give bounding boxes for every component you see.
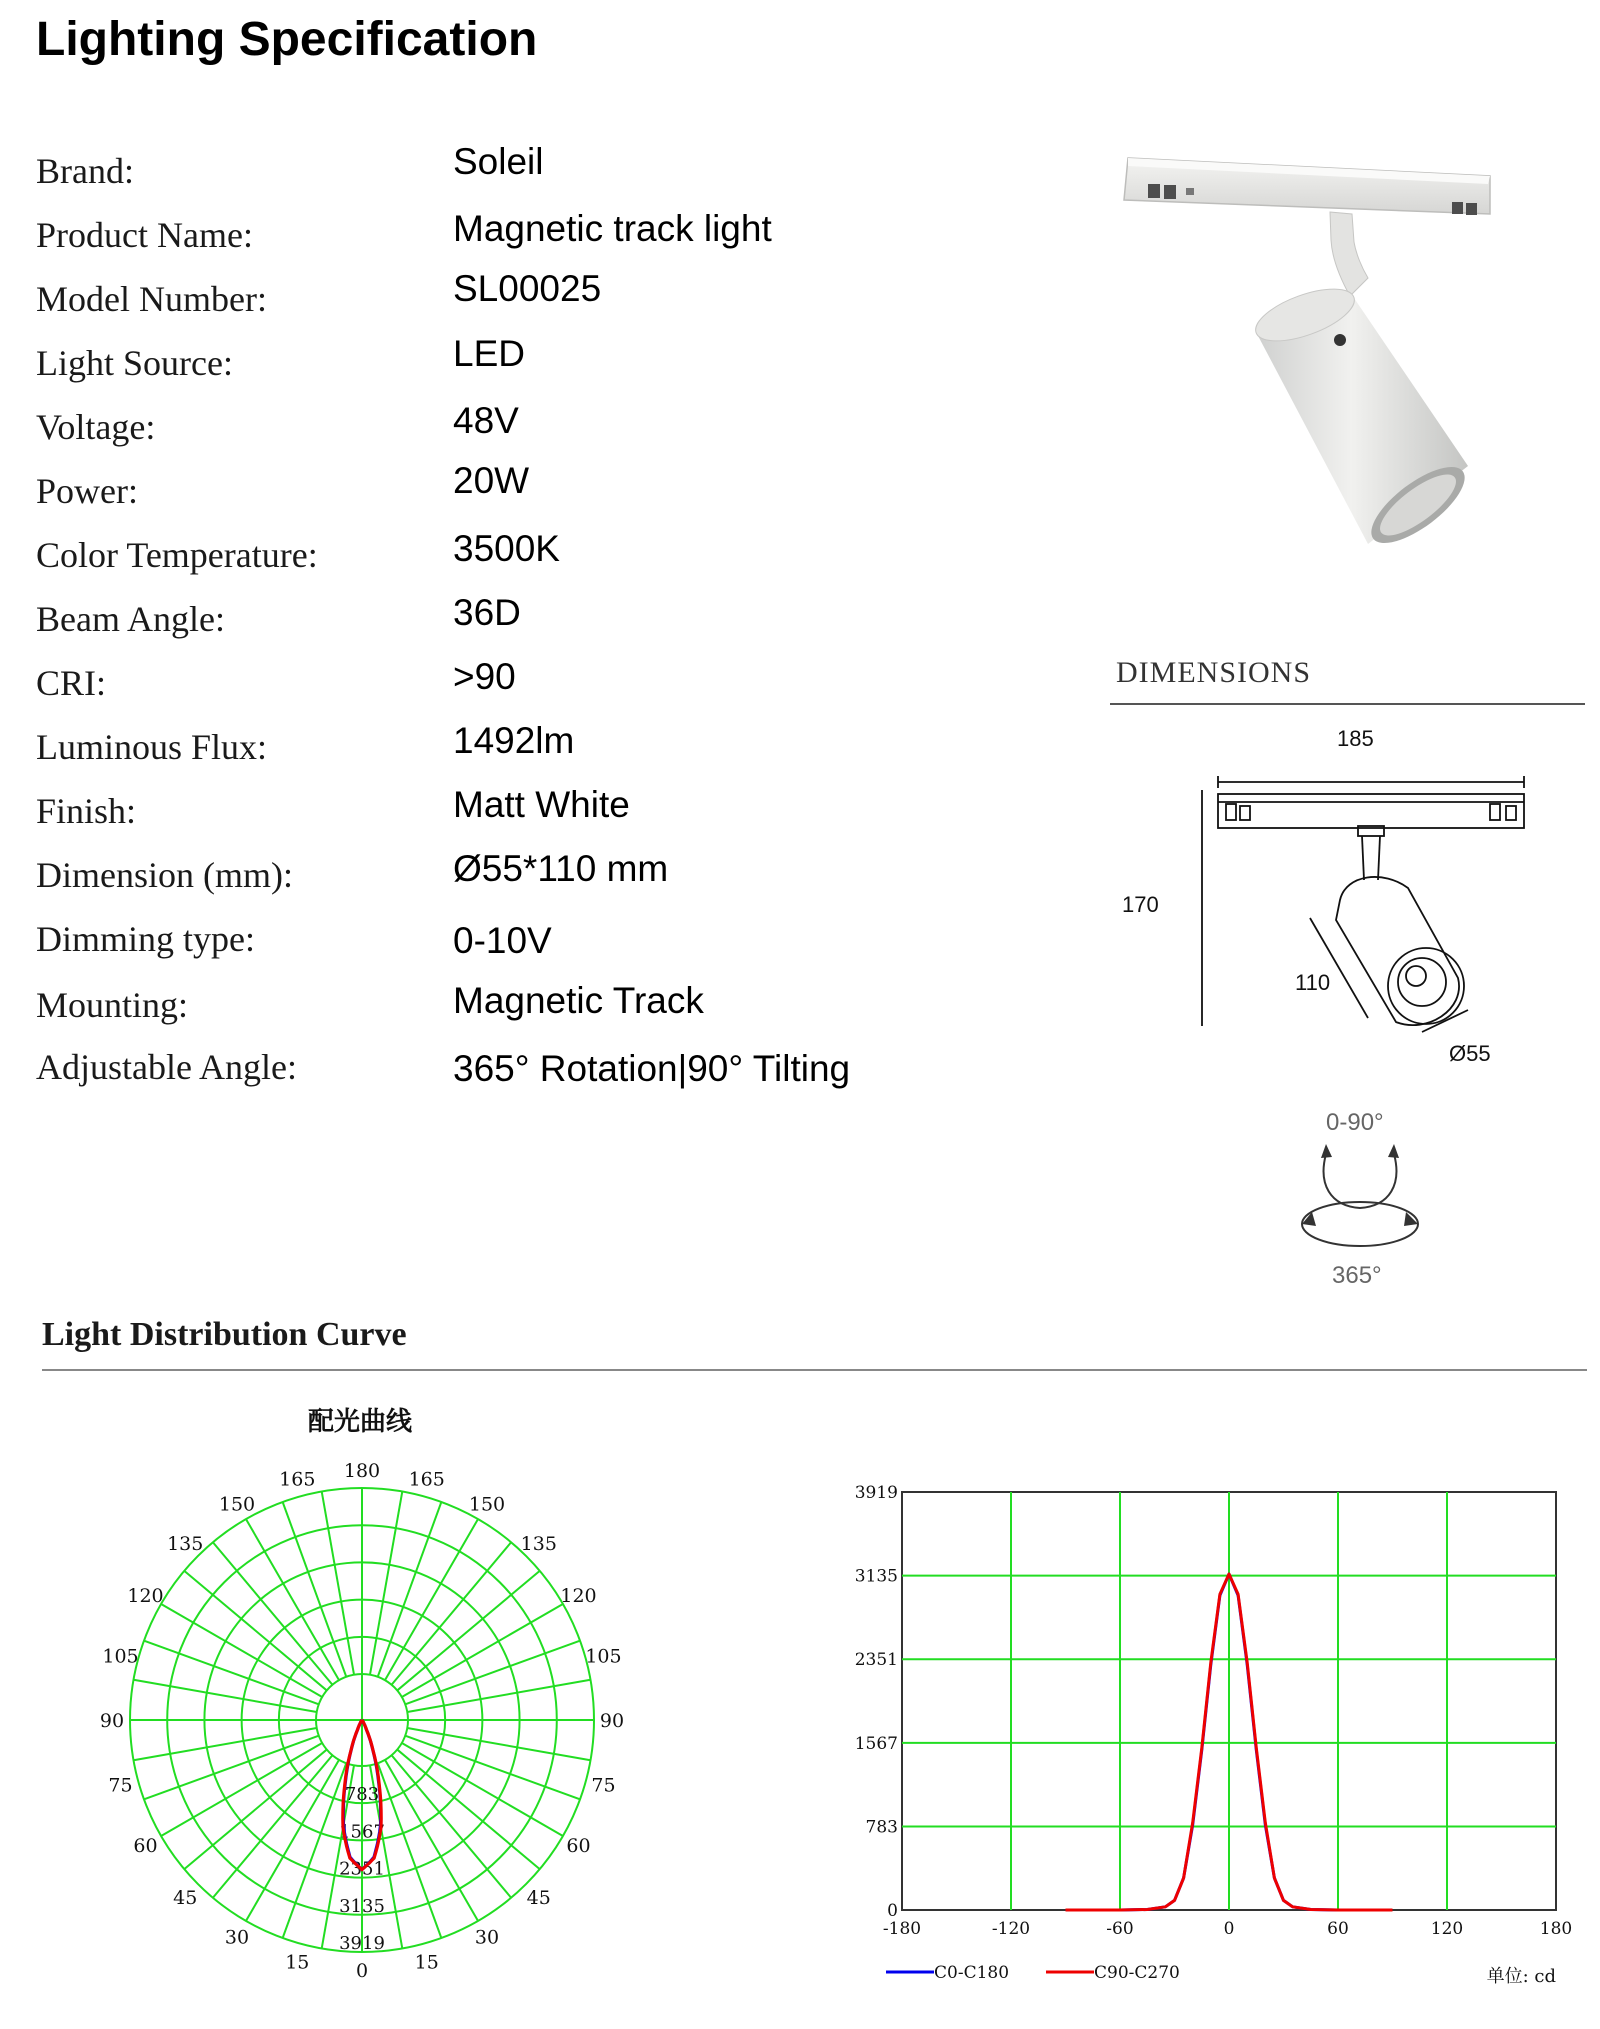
- dimension-height: 170: [1122, 892, 1159, 917]
- line-chart-xtick: 60: [1327, 1919, 1349, 1939]
- spec-label-light-source: Light Source:: [36, 343, 233, 383]
- polar-angle-label: 120: [127, 1585, 164, 1607]
- spec-label-adjustable-angle: Adjustable Angle:: [36, 1047, 297, 1087]
- polar-chart: [0, 1440, 720, 2000]
- line-chart-ytick: 3919: [854, 1483, 898, 1503]
- polar-angle-label: 45: [173, 1886, 198, 1909]
- polar-radial-label: 783: [344, 1784, 380, 1806]
- spec-label-mounting: Mounting:: [36, 985, 189, 1025]
- line-chart-ytick: 0: [887, 1901, 898, 1921]
- section-divider: [42, 1369, 1587, 1371]
- spec-label-dimension: Dimension (mm):: [36, 855, 293, 895]
- polar-angle-label: 105: [585, 1645, 622, 1668]
- polar-radial-label: 1567: [339, 1821, 385, 1843]
- legend-label-c0-c180: C0-C180: [934, 1963, 1010, 1983]
- spec-value-dimming-type: 0-10V: [453, 920, 552, 961]
- line-chart: [840, 1480, 1600, 2000]
- spec-value-adjustable-angle: 365° Rotation|90° Tilting: [453, 1048, 851, 1089]
- product-image: [1100, 150, 1510, 590]
- polar-angle-label: 105: [102, 1645, 139, 1668]
- dimensions-divider: [1110, 703, 1585, 705]
- rotation-icon: [1290, 1140, 1430, 1260]
- polar-spoke: [407, 1728, 590, 1760]
- spec-label-dimming-type: Dimming type:: [36, 919, 255, 959]
- line-chart-xtick: 0: [1223, 1919, 1235, 1939]
- line-chart-xtick: 120: [1430, 1919, 1464, 1939]
- polar-angle-label: 75: [591, 1774, 616, 1797]
- spec-label-power: Power:: [36, 471, 138, 511]
- polar-angle-label: 135: [520, 1533, 557, 1556]
- line-chart-xtick: -60: [1106, 1919, 1134, 1939]
- polar-angle-label: 90: [599, 1710, 625, 1732]
- spec-label-beam-angle: Beam Angle:: [36, 599, 225, 639]
- dimension-drawing: [1190, 770, 1550, 1070]
- dimension-length: 110: [1295, 970, 1331, 995]
- line-chart-xtick: -180: [882, 1919, 922, 1939]
- polar-angle-label: 30: [224, 1926, 250, 1949]
- line-chart-xtick: -120: [991, 1919, 1031, 1939]
- section-title: Light Distribution Curve: [42, 1316, 407, 1353]
- polar-spoke: [407, 1680, 590, 1712]
- legend-label-c90-c270: C90-C270: [1094, 1963, 1180, 1983]
- spec-label-model-number: Model Number:: [36, 279, 267, 319]
- spec-value-mounting: Magnetic Track: [453, 980, 704, 1021]
- spec-value-color-temperature: 3500K: [453, 528, 560, 569]
- polar-angle-label: 180: [343, 1460, 381, 1482]
- polar-spoke: [134, 1680, 317, 1712]
- polar-radial-label: 2351: [339, 1858, 385, 1880]
- spec-label-brand: Brand:: [36, 151, 134, 191]
- polar-angle-label: 165: [279, 1468, 316, 1491]
- spec-label-luminous-flux: Luminous Flux:: [36, 727, 268, 767]
- dimension-diameter: Ø55: [1449, 1041, 1491, 1066]
- line-chart-unit-label: 单位: cd: [1486, 1966, 1556, 1987]
- spec-value-cri: >90: [453, 656, 516, 697]
- line-chart-ytick: 2351: [854, 1650, 898, 1671]
- polar-angle-label: 90: [99, 1710, 125, 1732]
- line-chart-xtick: 180: [1539, 1919, 1573, 1939]
- spec-value-brand: Soleil: [453, 141, 544, 182]
- polar-angle-label: 0: [355, 1960, 369, 1982]
- spec-value-voltage: 48V: [453, 400, 519, 441]
- spec-value-power: 20W: [453, 460, 530, 501]
- spec-value-light-source: LED: [453, 333, 525, 374]
- tilt-angle-label: 0-90°: [1326, 1109, 1384, 1136]
- polar-angle-label: 150: [468, 1493, 506, 1516]
- spec-value-model-number: SL00025: [453, 268, 602, 309]
- rotation-angle-label: 365°: [1332, 1262, 1382, 1289]
- polar-radial-label: 3919: [339, 1933, 385, 1954]
- polar-spoke: [322, 1492, 354, 1675]
- dimension-width: 185: [1337, 726, 1374, 751]
- polar-angle-label: 15: [414, 1951, 439, 1974]
- line-chart-ytick: 783: [865, 1817, 898, 1838]
- polar-angle-label: 75: [108, 1774, 133, 1797]
- page-title: Lighting Specification: [36, 13, 538, 66]
- spec-label-color-temperature: Color Temperature:: [36, 535, 318, 575]
- spec-value-dimension: Ø55*110 mm: [453, 848, 669, 889]
- polar-spoke: [134, 1728, 317, 1760]
- polar-angle-label: 135: [167, 1533, 204, 1556]
- polar-angle-label: 120: [560, 1585, 597, 1607]
- spec-value-beam-angle: 36D: [453, 592, 521, 633]
- polar-angle-label: 45: [526, 1886, 551, 1909]
- polar-angle-label: 60: [566, 1835, 591, 1857]
- polar-radial-label: 3135: [339, 1895, 385, 1917]
- line-chart-ytick: 1567: [854, 1733, 898, 1754]
- polar-angle-label: 165: [408, 1468, 445, 1491]
- spec-label-cri: CRI:: [36, 663, 107, 703]
- polar-angle-label: 15: [285, 1951, 310, 1974]
- spec-label-finish: Finish:: [36, 791, 137, 831]
- polar-chart-title: 配光曲线: [307, 1407, 412, 1437]
- spec-label-product-name: Product Name:: [36, 215, 253, 255]
- polar-spoke: [370, 1492, 402, 1675]
- polar-angle-label: 60: [133, 1835, 158, 1857]
- line-chart-ytick: 3135: [854, 1566, 898, 1587]
- dimensions-title: DIMENSIONS: [1116, 656, 1312, 689]
- polar-angle-label: 30: [474, 1926, 500, 1949]
- spec-value-luminous-flux: 1492lm: [453, 720, 575, 761]
- spec-value-product-name: Magnetic track light: [453, 208, 772, 249]
- spec-value-finish: Matt White: [453, 784, 630, 825]
- spec-label-voltage: Voltage:: [36, 407, 156, 447]
- polar-angle-label: 150: [218, 1493, 256, 1516]
